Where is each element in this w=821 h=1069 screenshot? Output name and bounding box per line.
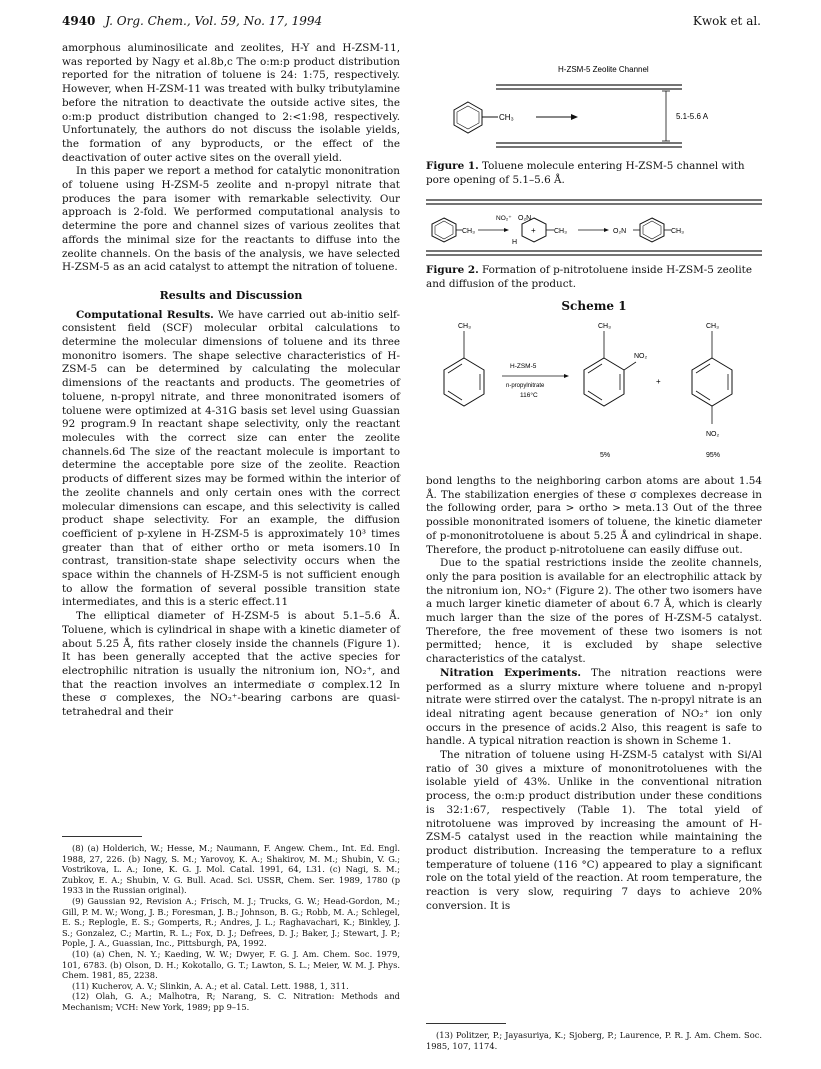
- p-nitrotoluene-ring: [640, 218, 664, 242]
- ch3-label: CH₃: [671, 228, 684, 235]
- right-column: [426, 475, 762, 914]
- footnote: (10) (a) Chen, N. Y.; Kaeding, W. W.; Dwyer, F. G. J. Am. Chem. Soc. 1979, 101, 6783. (b) Olson, D. H.; Kokotallo, G. T.; Lawton, S. L.; Meier, W. M. J. Phys. Chem. 1981, 85, 2238.: [62, 948, 400, 981]
- reagent-label: n-propylnitrate: [506, 383, 545, 389]
- dimension-label: 5.1-5.6 A: [676, 112, 709, 121]
- footnote: (13) Politzer, P.; Jayasuriya, K.; Sjoberg, P.; Laurence, P. R. J. Am. Chem. Soc. 1985, 107, 1174.: [426, 1030, 762, 1051]
- ortho-ch3: CH₃: [598, 323, 611, 330]
- para-no2: NO₂: [706, 431, 720, 438]
- ch3-label: CH₃: [499, 113, 514, 122]
- figure2-diagram: [426, 198, 762, 258]
- ch3-label: CH₃: [462, 228, 475, 235]
- footnote: (12) Olah, G. A.; Malhotra, R; Narang, S. C. Nitration: Methods and Mechanism; VCH: New York, 1989; pp 9–15.: [62, 991, 400, 1012]
- running-header-authors: Kwok et al.: [692, 14, 761, 28]
- paragraph: [426, 667, 762, 749]
- o2n-label: O₂N: [613, 228, 627, 235]
- toluene-ring: [454, 102, 482, 133]
- footnotes-left: [62, 843, 400, 1013]
- footnote-divider: [62, 836, 142, 837]
- paragraph: Due to the spatial restrictions inside the zeolite channels, only the para position is available for an electrophilic attack by the nitronium ion, NO₂⁺ (Figure 2). The other two isomers have a much larger kinetic diameter of about 6.7 Å, which is clearly much larger than the size of the pores of H-ZSM-5 catalyst. Therefore, the free movement of these two isomers is not permitted; hence, it is excluded by shape selective characteristics of the catalyst.: [426, 557, 762, 666]
- paragraph-text: The nitration reactions were performed as a slurry mixture where toluene and n-propyl nitrate were stirred over the catalyst. The n-propyl nitrate is an ideal nitrating agent because generation of NO₂⁺ ion only occurs in the presence of acids.2 Also, this reagent is safe to handle. A typical nitration reaction is shown in Scheme 1.: [426, 666, 763, 748]
- footnote-divider: [426, 1023, 506, 1024]
- figure1-caption: [426, 160, 762, 187]
- footnote: (9) Gaussian 92, Revision A.; Frisch, M. J.; Trucks, G. W.; Head-Gordon, M.; Gill, P. M. W.; Wong, J. B.; Foresman, J. B.; Johnson, B. G.; Robb, M. A.; Schlegel, E. S.; Replogle, E. S.; Gomperts, R.; Andres, J. L.; Raghavachari, K.; Binkley, J. S.; Gonzalez, C.; Martin, R. L.; Fox, D. J.; Defrees, D. J.; Baker, J.; Stewart, J. P.; Pople, J. A., Guassian, Inc., Pittsburgh, PA, 1992.: [62, 895, 400, 949]
- scheme1-title: Scheme 1: [561, 299, 627, 313]
- footnote: (11) Kucherov, A. V.; Slinkin, A. A.; et al. Catal. Lett. 1988, 1, 311.: [72, 980, 349, 991]
- paragraph: amorphous aluminosilicate and zeolites, H-Y and H-ZSM-11, was reported by Nagy et al.8b,c The o:m:p product distribution reported for the nitration of toluene is 24: 1:75, respectively. However, when H-ZSM-11 was treated with bulky tributylamine before the nitration to deactivate the outside active sites, the o:m:p product distribution changed to 2:<1:98, respectively. Unfortunately, the authors do not discuss the isolable yields, the formation of any byproducts, or the effect of the deactivation of outer active sites on the overall yield.: [62, 42, 400, 164]
- caption-label: Figure 1.: [426, 160, 479, 172]
- arrowhead: [571, 114, 578, 120]
- figure1-diagram: [426, 55, 762, 155]
- paragraph: The elliptical diameter of H-ZSM-5 is about 5.1–5.6 Å. Toluene, which is cylindrical in shape with a kinetic diameter of about 5.25 Å, fits rather closely inside the channels (Figure 1). It has been generally accepted that the active species for electrophilic nitration is usually the nitronium ion, NO₂⁺, and that the reaction involves an intermediate σ complex.12 In these σ complexes, the NO₂⁺-bearing carbons are quasi-tetrahedral and their: [62, 610, 400, 719]
- page-number: 4940: [62, 14, 96, 28]
- arrowhead: [564, 374, 569, 378]
- o-nitrotoluene-ring: [584, 358, 624, 406]
- plus-sign: +: [656, 377, 661, 386]
- svg-text:+: +: [531, 226, 536, 235]
- caption-text: Toluene molecule entering H-ZSM-5 channel with pore opening of 5.1–5.6 Å.: [426, 160, 745, 186]
- nitro-bond: [624, 362, 636, 370]
- paragraph: The nitration of toluene using H-ZSM-5 catalyst with Si/Al ratio of 30 gives a mixture of mononitrotoluenes with the isolable yield of 43%. Unlike in the conventional nitration process, the o:m:p product distribution under these conditions is 32:1:67, respectively (Table 1). The total yield of nitrotoluene was improved by increasing the amount of H-ZSM-5 catalyst used in the reaction while maintaining the product distribution. Increasing the temperature to a reflux temperature of toluene (116 °C) appeared to play a significant role on the total yield of the reaction. At room temperature, the reaction is very slow, requiring 7 days to achieve 20% conversion. It is: [426, 749, 762, 912]
- toluene-ring: [432, 218, 456, 242]
- run-in-heading: Computational Results.: [76, 308, 214, 321]
- paragraph: In this paper we report a method for catalytic mononitration of toluene using H-ZSM-5 zeolite and n-propyl nitrate that produces the para isomer with remarkable selectivity. Our approach is 2-fold. We performed computational analysis to determine the pore and channel sizes of various zeolites that affords the minimal size for the reactants to diffuse into the zeolite channels. On the basis of the analysis, we have selected H-ZSM-5 as an acid catalyst to attempt the nitration of toluene.: [62, 165, 400, 274]
- run-in-heading: Nitration Experiments.: [440, 666, 581, 679]
- figure2-caption: [426, 264, 762, 291]
- caption-label: Figure 2.: [426, 264, 479, 276]
- ortho-no2: NO₂: [634, 353, 648, 360]
- scheme1-diagram: [426, 318, 762, 463]
- caption-text: Formation of p-nitrotoluene inside H-ZSM-5 zeolite and diffusion of the product.: [426, 264, 752, 290]
- nitronium-label: NO₂⁺: [496, 215, 512, 222]
- reactant-ch3: CH₃: [458, 323, 471, 330]
- paragraph: bond lengths to the neighboring carbon atoms are about 1.54 Å. The stabilization energies of these σ complexes decrease in the following order, para > ortho > meta.13 Out of the three possible mononitrated isomers of toluene, the kinetic diameter of p-mononitrotoluene is about 5.25 Å and cylindrical in shape. Therefore, the product p-nitrotoluene can easily diffuse out.: [426, 475, 762, 556]
- o2n-label: O₂N: [518, 215, 532, 222]
- journal-citation: J. Org. Chem., Vol. 59, No. 17, 1994: [105, 14, 323, 28]
- catalyst-label: H-ZSM-5: [510, 363, 537, 370]
- ch3-label: CH₃: [554, 228, 567, 235]
- ortho-yield: 5%: [600, 452, 611, 459]
- running-header-left: [62, 14, 322, 28]
- footnotes-right: [426, 1030, 762, 1051]
- para-ch3: CH₃: [706, 323, 719, 330]
- arrowhead: [604, 228, 609, 232]
- figure1-title: H-ZSM-5 Zeolite Channel: [558, 65, 649, 74]
- toluene-ring: [444, 358, 484, 406]
- left-column: [62, 42, 400, 720]
- h-label: H: [512, 239, 518, 246]
- temperature-label: 116°C: [520, 392, 538, 399]
- p-nitrotoluene-ring: [692, 358, 732, 406]
- para-yield: 95%: [706, 452, 721, 459]
- section-heading: Results and Discussion: [159, 288, 303, 302]
- paragraph: [62, 309, 400, 610]
- footnote: (8) (a) Holderich, W.; Hesse, M.; Naumann, F. Angew. Chem., Int. Ed. Engl. 1988, 27, 226. (b) Nagy, S. M.; Yarovoy, K. A.; Shakirov, M. M.; Shubin, V. G.; Vostrikova, L. A.; Ione, K. G. J. Mol. Catal. 1991, 64, L31. (c) Nagi, S. M.; Zubkov, E. A.; Shubin, V. G. Bull. Acad. Sci. USSR, Chem. Ser. 1989, 1780 (p 1933 in the Russian original).: [62, 843, 400, 896]
- paragraph-text: We have carried out ab-initio self-consistent field (SCF) molecular orbital calculations to determine the molecular dimensions of toluene and its three mononitro isomers. The shape selective characteristics of H-ZSM-5 can be determined by calculating the molecular dimensions of the reactants and products. The geometries of toluene, n-propyl nitrate, and three mononitrated isomers of toluene were optimized at 4-31G basis set level using Guassian 92 program.9 In reactant shape selectivity, only the reactant molecules with the correct size can enter the zeolite channels.6d The size of the reactant molecule is important to determine the acceptable pore size of the zeolite. Reaction products of different sizes may be formed within the interior of the zeolite channels and only certain ones with the correct molecular dimensions can escape, and this selectivity is called product shape selectivity. For an example, the diffusion coefficient of p-xylene in H-ZSM-5 is approximately 10³ times greater than that of either ortho or meta isomers.10 In contrast, transition-state shape selectivity occurs when the space within the channels of H-ZSM-5 is not sufficient enough to allow the formation of several possible transition state intermediates, and this is a steric effect.11: [62, 308, 400, 609]
- arrowhead: [504, 228, 509, 232]
